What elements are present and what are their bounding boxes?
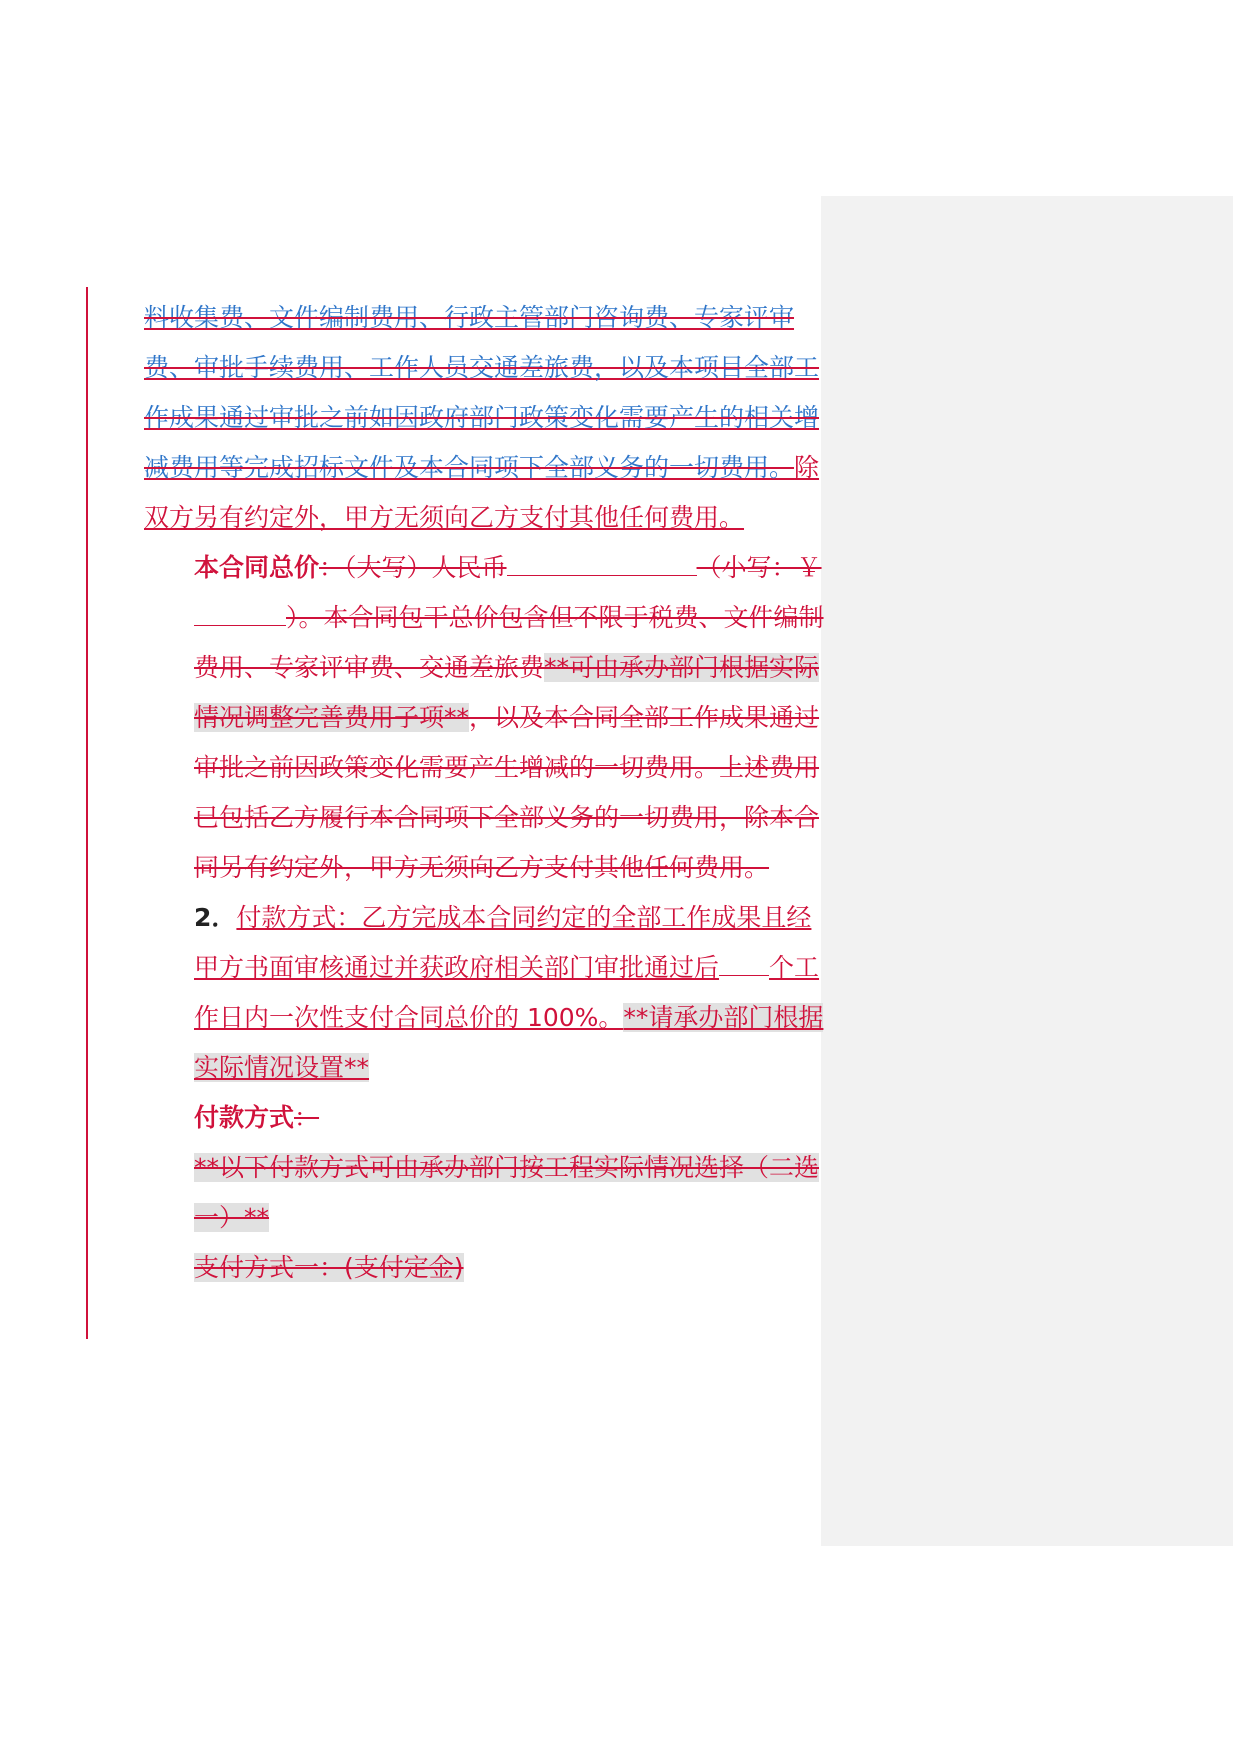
paragraph-total-price: [144, 543, 824, 893]
tracked-insertion: 个工作日内一次性支付合同总价的 100%。: [194, 953, 820, 1032]
tracked-insertion: 付款方式：乙方完成本合同约定的全部工作成果且经甲方书面审核通过并获政府相关部门审批通过后: [194, 903, 812, 982]
tracked-deletion: ，以及本合同全部工作成果通过审批之前因政策变化需要产生增减的一切费用。上述费用已包括乙方履行本合同项下全部义务的一切费用，除本合同另有约定外，甲方无须向乙方支付其他任何费用。: [194, 703, 820, 882]
paragraph-payment-option-one: [144, 1243, 824, 1293]
paragraph-payment-heading: [144, 1093, 824, 1143]
paragraph-payment-method: [144, 893, 824, 1093]
comment-pane: [821, 196, 1233, 1546]
highlighted-note: **以下付款方式可由承办部门按工程实际情况选择（二选一）**: [194, 1153, 820, 1232]
tracked-deletion: ：: [294, 1103, 320, 1132]
paragraph-payment-option-note: [144, 1143, 824, 1243]
tracked-deletion: ：（大写）人民币: [319, 553, 507, 582]
tracked-deletion: （小写：￥: [696, 553, 822, 582]
highlighted-note: **请承办部门根据实际情况设置**: [194, 1003, 824, 1082]
highlighted-note: **可由承办部门根据实际情况调整完善费用子项**: [194, 653, 820, 732]
total-price-label: 本合同总价: [194, 553, 320, 582]
workday-blank: [719, 975, 769, 976]
tracked-insertion-deleted: 料收集费、文件编制费用、行政主管部门咨询费、专家评审费、审批手续费用、工作人员交通差旅费，以及本项目全部工作成果通过审批之前如因政府部门政策变化需要产生的相关增减费用等完成招标文件及本合同项下全部义务的一切费用。: [144, 303, 820, 482]
amount-upper-blank: [507, 575, 697, 576]
document-body: [144, 293, 824, 1293]
tracked-insertion: 除双方另有约定外，甲方无须向乙方支付其他任何费用。: [144, 453, 820, 532]
tracked-deletion: ）。本合同包干总价包含但不限于税费、文件编制费用、专家评审费、交通差旅费: [194, 603, 824, 682]
highlighted-deletion: 支付方式一：(支付定金): [194, 1253, 464, 1282]
amount-lower-blank: [194, 625, 286, 626]
paragraph-fee-scope: [144, 293, 824, 543]
payment-heading: 付款方式: [194, 1103, 295, 1132]
revision-change-bar: [86, 287, 88, 1339]
clause-number: 2．: [194, 903, 237, 932]
